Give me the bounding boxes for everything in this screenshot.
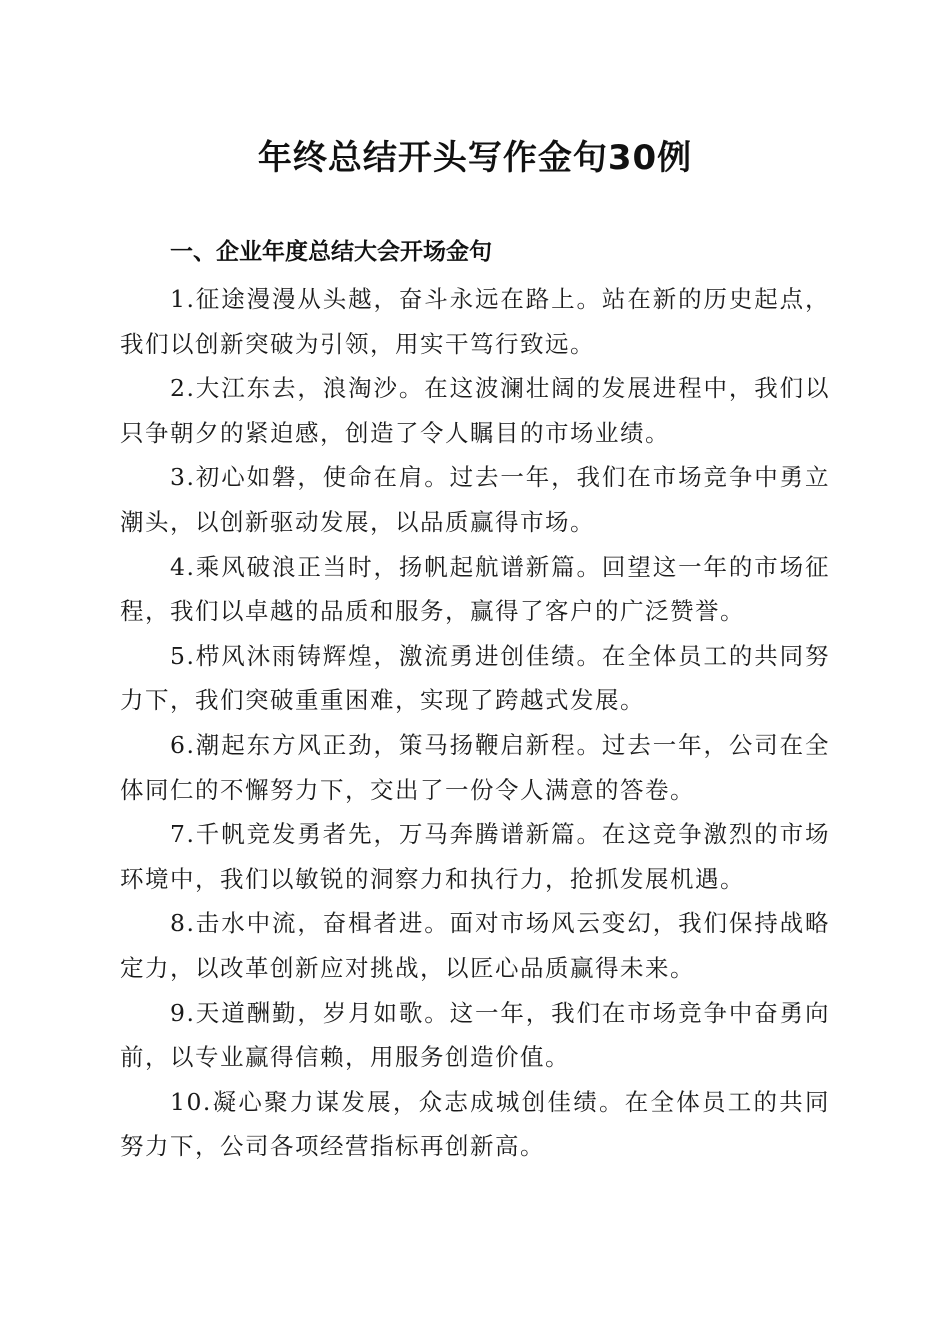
list-item: 2.大江东去，浪淘沙。在这波澜壮阔的发展进程中，我们以只争朝夕的紧迫感，创造了令人瞩目的市场业绩。 xyxy=(120,374,830,447)
section-heading: 一、企业年度总结大会开场金句 xyxy=(170,239,492,265)
list-item: 8.击水中流，奋楫者进。面对市场风云变幻，我们保持战略定力，以改革创新应对挑战，以匠心品质赢得未来。 xyxy=(120,909,830,982)
list-item: 1.征途漫漫从头越，奋斗永远在路上。站在新的历史起点，我们以创新突破为引领，用实干笃行致远。 xyxy=(120,285,830,358)
list-item: 6.潮起东方风正劲，策马扬鞭启新程。过去一年，公司在全体同仁的不懈努力下，交出了一份令人满意的答卷。 xyxy=(120,730,830,804)
list-item: 5.栉风沐雨铸辉煌，激流勇进创佳绩。在全体员工的共同努力下，我们突破重重困难，实现了跨越式发展。 xyxy=(120,641,830,715)
document-title: 年终总结开头写作金句30例 xyxy=(257,138,693,178)
list-item: 9.天道酬勤，岁月如歌。这一年，我们在市场竞争中奋勇向前，以专业赢得信赖，用服务创造价值。 xyxy=(120,998,830,1072)
list-item: 7.千帆竞发勇者先，万马奔腾谱新篇。在这竞争激烈的市场环境中，我们以敏锐的洞察力和执行力，抢抓发展机遇。 xyxy=(120,820,830,893)
quote-list xyxy=(120,277,830,1169)
list-item: 10.凝心聚力谋发展，众志成城创佳绩。在全体员工的共同努力下，公司各项经营指标再创新高。 xyxy=(120,1087,830,1161)
list-item: 3.初心如磐，使命在肩。过去一年，我们在市场竞争中勇立潮头，以创新驱动发展，以品质赢得市场。 xyxy=(120,463,830,536)
list-item: 4.乘风破浪正当时，扬帆起航谱新篇。回望这一年的市场征程，我们以卓越的品质和服务，赢得了客户的广泛赞誉。 xyxy=(120,552,830,626)
